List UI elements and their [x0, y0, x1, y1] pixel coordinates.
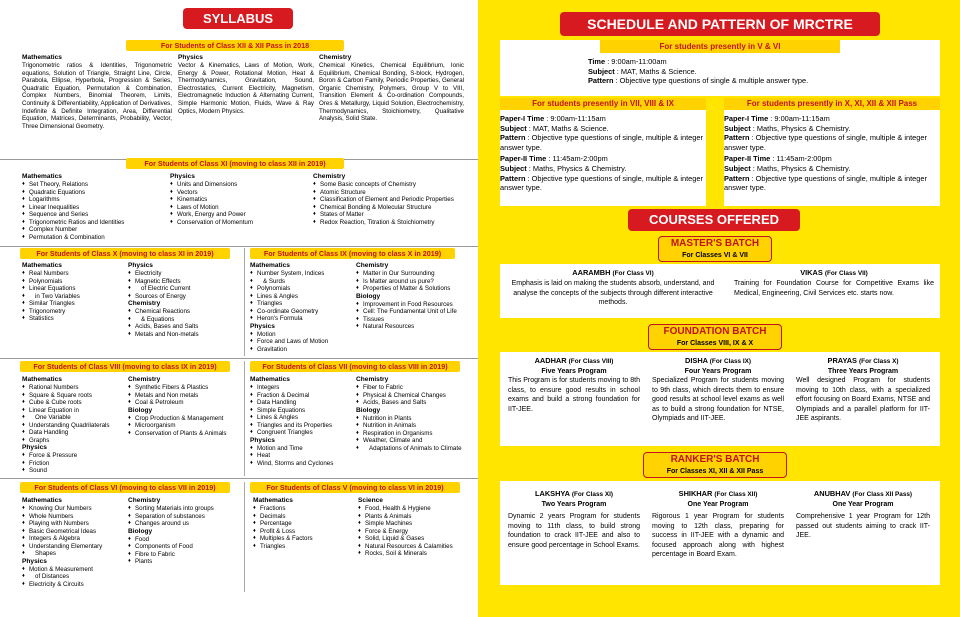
list-item: ♦ Coal & Petroleum [128, 399, 246, 407]
list-item: ♦ Some Basic concepts of Chemistry [313, 181, 473, 189]
list-item: ♦ Sorting Materials into groups [128, 505, 246, 513]
list-item: ♦ Tissues [356, 316, 476, 324]
v-sci [358, 497, 476, 558]
viii-chem-head: Chemistry [128, 376, 161, 383]
schedule-v-vi [500, 40, 940, 96]
value: : 9:00am-11:00am [607, 57, 667, 66]
xii-chem [319, 54, 464, 123]
xii-math-text: Trigonometric ratios & Identities, Trigonometric equations, Solution of Triangle, Straight Line, Circle, Parabola, Ellipse, Hyperbola, Progression & Series, Quadratic Equation, Permutation & Combination, Complex Numbers, Binomial Theorem, Limits, Continuity & Differentiability, Application of Derivatives, Indefinite & Definite Integration, Area, Differential Equation, Matrices, Determinants, Probability, Vector, Three Dimensional Geometry. [22, 62, 172, 130]
list-item: ♦ Metals and Non-metals [128, 331, 243, 339]
vi-chem-head: Chemistry [128, 497, 161, 504]
divider [0, 478, 478, 479]
vi-chem [128, 497, 246, 566]
list-item: ♦ & Surds [250, 278, 355, 286]
value: : Maths, Physics & Chemistry. [752, 123, 851, 133]
vi-bio-head: Biology [128, 527, 153, 535]
list-item: ♦ Logarithms [22, 196, 167, 204]
list-item: ♦ of Electric Current [128, 285, 243, 293]
list-item: ♦ Whole Numbers [22, 513, 127, 521]
list-item: ♦ Integers [250, 384, 355, 392]
list-item: ♦ Force & Pressure [22, 452, 127, 460]
vi-phys-head: Physics [22, 557, 47, 565]
value: : 11:45am-2:00pm [772, 154, 832, 164]
list-item: ♦ Weather, Climate and [356, 437, 476, 445]
list-item: ♦ Understanding Quadrilaterals [22, 422, 127, 430]
list-item: ♦ of Distances [22, 573, 127, 581]
course-duration: One Year Program [687, 501, 749, 508]
label: Pattern [588, 76, 614, 86]
course-class: (For Class IX) [709, 358, 751, 365]
label: Pattern [500, 133, 526, 143]
list-item: ♦ One Variable [22, 414, 127, 422]
xii-chem-head: Chemistry [319, 54, 352, 61]
xi-chem [313, 173, 473, 226]
list-item: ♦ Microorganism [128, 422, 246, 430]
list-item: ♦ Crop Production & Management [128, 415, 246, 423]
list-item: ♦ Simple Machines [358, 520, 476, 528]
list-item: ♦ Fraction & Decimal [250, 392, 355, 400]
course-prayas [796, 356, 930, 424]
list-item: ♦ Physical & Chemical Changes [356, 392, 476, 400]
list-item: ♦ Integers & Algebra [22, 535, 127, 543]
course-desc: Rigorous 1 year Program for students moving to 12th class, preparing for success in IIT-JEE with a dynamic and focused approach along with highest percentage in Board Exam. [652, 513, 784, 559]
ix-bio-head: Biology [356, 292, 381, 300]
list-item: ♦ Natural Resources [356, 323, 476, 331]
value: : 9:00am-11:15am [546, 114, 606, 123]
course-duration: One Year Program [832, 501, 894, 508]
list-item: ♦ Triangles [250, 300, 355, 308]
schedule-x-xii-bar: For students presently in X, XI, XII & XII Pass [724, 98, 940, 110]
course-name: LAKSHYA [534, 489, 570, 498]
x-phys-head: Physics [128, 262, 153, 269]
v-math [253, 497, 353, 550]
xi-phys [170, 173, 310, 226]
list-item: ♦ Acids, Bases and Salts [356, 399, 476, 407]
value: : Maths, Physics & Chemistry. [752, 163, 851, 173]
list-item: ♦ Fiber to Fabric [356, 384, 476, 392]
list-item: ♦ Nutrition in Plants [356, 415, 476, 423]
ix-math [250, 262, 355, 353]
list-item: ♦ Plants & Animals [358, 513, 476, 521]
list-item: ♦ Multiples & Factors [253, 535, 353, 543]
list-item: ♦ Kinematics [170, 196, 310, 204]
schedule-vii-ix-bar: For students presently in VII, VIII & IX [500, 98, 706, 110]
divider [244, 482, 245, 592]
course-class: (For Class VI) [612, 270, 654, 277]
list-item: ♦ Percentage [253, 520, 353, 528]
v-bar: For Students of Class V (moving to class VI in 2019) [250, 482, 460, 493]
label: Paper-I Time [724, 114, 769, 123]
masters-sub: For Classes VI & VII [682, 252, 748, 259]
course-aadhar [508, 356, 640, 414]
vi-math-head: Mathematics [22, 497, 62, 504]
ix-math-head: Mathematics [250, 262, 290, 269]
value: : Objective type questions of single, multiple & integer answer type. [500, 173, 703, 193]
course-duration: Five Years Program [541, 368, 607, 375]
list-item: ♦ Cell: The Fundamental Unit of Life [356, 308, 476, 316]
label: Pattern [500, 173, 526, 183]
course-duration: Three Years Program [827, 368, 899, 375]
course-desc: Dynamic 2 years Program for students moving to 11th class, to build strong foundation to crack IIT-JEE and also to ensure good percentage in School Exams. [508, 513, 640, 549]
rankers-title: RANKER'S BATCH [670, 454, 760, 465]
xii-phys [178, 54, 314, 115]
list-item: ♦ Data Handling [22, 429, 127, 437]
list-item: ♦ Respiration in Organisms [356, 430, 476, 438]
v-sci-head: Science [358, 497, 383, 504]
label: Subject [588, 66, 615, 76]
list-item: ♦ Chemical Bonding & Molecular Structure [313, 204, 473, 212]
list-item: ♦ Lines & Angles [250, 293, 355, 301]
x-phys [128, 262, 243, 338]
vi-math [22, 497, 127, 588]
schedule-x-xii [724, 98, 940, 206]
courses-title: COURSES OFFERED [628, 209, 800, 231]
list-item: ♦ Food, Health & Hygiene [358, 505, 476, 513]
label: Pattern [724, 133, 750, 143]
list-item: ♦ Understanding Elementary [22, 543, 127, 551]
course-disha [652, 356, 784, 424]
list-item: ♦ Laws of Motion [170, 204, 310, 212]
list-item: ♦ Electricity & Circuits [22, 581, 127, 589]
rankers-batch-head [643, 452, 787, 478]
label: Paper-I Time [500, 114, 545, 123]
value: : Objective type questions of single, multiple & integer answer type. [724, 133, 927, 152]
list-item: ♦ Motion [250, 331, 355, 339]
list-item: ♦ Properties of Matter & Solutions [356, 285, 476, 293]
list-item: ♦ Fibre to Fabric [128, 551, 246, 559]
list-item: ♦ Basic Geometrical Ideas [22, 528, 127, 536]
xii-bar: For Students of Class XII & XII Pass in 2018 [126, 40, 344, 51]
list-item: ♦ in Two Variables [22, 293, 127, 301]
course-shikhar [652, 489, 784, 560]
list-item: ♦ Polynomials [250, 285, 355, 293]
value: : 11:45am-2:00pm [548, 154, 608, 164]
masters-batch-head [658, 236, 772, 262]
list-item: ♦ Knowing Our Numbers [22, 505, 127, 513]
list-item: ♦ Rational Numbers [22, 384, 127, 392]
course-aarambh [504, 268, 722, 308]
list-item: ♦ Playing with Numbers [22, 520, 127, 528]
course-name: AADHAR [534, 356, 567, 365]
list-item: ♦ Work, Energy and Power [170, 211, 310, 219]
course-name: VIKAS [800, 268, 823, 277]
ix-chem-head: Chemistry [356, 262, 389, 269]
rankers-box [500, 481, 940, 585]
list-item: ♦ Vectors [170, 189, 310, 197]
list-item: ♦ Decimals [253, 513, 353, 521]
list-item: ♦ Improvement in Food Resources [356, 301, 476, 309]
list-item: ♦ Sound [22, 467, 127, 475]
list-item: ♦ Statistics [22, 315, 127, 323]
list-item: ♦ Sequence and Series [22, 211, 167, 219]
list-item: ♦ Motion & Measurement [22, 566, 127, 574]
list-item: ♦ Is Matter around us pure? [356, 278, 476, 286]
list-item: ♦ Force and Laws of Motion [250, 338, 355, 346]
v-math-head: Mathematics [253, 497, 293, 504]
xii-math-head: Mathematics [22, 54, 62, 61]
list-item: ♦ Force & Energy [358, 528, 476, 536]
vii-phys-head: Physics [250, 436, 275, 444]
label: Paper-II Time [724, 154, 771, 164]
list-item: ♦ Conservation of Plants & Animals [128, 430, 246, 438]
ix-chem [356, 262, 476, 331]
list-item: ♦ Motion and Time [250, 445, 355, 453]
xi-bar: For Students of Class XI (moving to class XII in 2019) [126, 158, 344, 169]
viii-phys-head: Physics [22, 444, 47, 451]
schedule-panel [478, 0, 960, 617]
vii-math-head: Mathematics [250, 376, 290, 383]
course-class: (For Class XII Pass) [852, 491, 913, 498]
vii-math [250, 376, 355, 467]
list-item: ♦ Synthetic Fibers & Plastics [128, 384, 246, 392]
list-item: ♦ Permutation & Combination [22, 234, 167, 242]
list-item: ♦ Complex Number [22, 226, 167, 234]
list-item: ♦ Graphs [22, 437, 127, 445]
list-item: ♦ & Equations [128, 316, 243, 324]
list-item: ♦ Congruent Triangles [250, 429, 355, 437]
foundation-title: FOUNDATION BATCH [663, 326, 767, 337]
course-desc: Comprehensive 1 year Program for 12th passed out students aiming to crack IIT-JEE. [796, 513, 930, 540]
xi-math [22, 173, 167, 241]
list-item: ♦ Profit & Loss [253, 528, 353, 536]
list-item: ♦ Wind, Storms and Cyclones [250, 460, 355, 468]
course-desc: Training for Foundation Course for Competitive Exams like Medical, Engineering, Civil Services etc. starts now. [734, 280, 934, 297]
vii-chem-head: Chemistry [356, 376, 389, 383]
value: : Maths, Physics & Chemistry. [528, 163, 627, 173]
label: Paper-II Time [500, 154, 547, 164]
course-duration: Four Years Program [684, 368, 752, 375]
masters-box [500, 264, 940, 318]
xi-chem-head: Chemistry [313, 173, 346, 180]
x-chem-head: Chemistry [128, 300, 161, 307]
divider [0, 358, 478, 359]
list-item: ♦ Linear Equations [22, 285, 127, 293]
list-item: ♦ Metals and Non metals [128, 392, 246, 400]
xii-phys-head: Physics [178, 54, 203, 61]
list-item: ♦ Magnetic Effects [128, 278, 243, 286]
course-desc: Specialized Program for students moving to 9th class, which directs them to ensure good results at school level exams as well as to build a strong foundation for NTSE, Olympiads and IIT-JEE. [652, 377, 784, 423]
list-item: ♦ Nutrition in Animals [356, 422, 476, 430]
list-item: ♦ States of Matter [313, 211, 473, 219]
course-class: (For Class X) [859, 358, 899, 365]
list-item: ♦ Quadratic Equations [22, 189, 167, 197]
list-item: ♦ Heat [250, 452, 355, 460]
label: Subject [500, 163, 527, 173]
vii-bio-head: Biology [356, 406, 381, 414]
list-item: ♦ Data Handling [250, 399, 355, 407]
list-item: ♦ Classification of Element and Periodic Properties [313, 196, 473, 204]
divider [244, 361, 245, 476]
course-desc: This Program is for students moving to 8th class, to ensure good results in school exams and build a strong foundation for IIT-JEE. [508, 377, 640, 413]
list-item: ♦ Plants [128, 558, 246, 566]
list-item: ♦ Lines & Angles [250, 414, 355, 422]
label: Subject [724, 163, 751, 173]
list-item: ♦ Changes around us [128, 520, 246, 528]
list-item: ♦ Components of Food [128, 543, 246, 551]
rankers-sub: For Classes XI, XII & XII Pass [666, 468, 764, 475]
syllabus-title: SYLLABUS [183, 8, 293, 29]
list-item: ♦ Triangles [253, 543, 353, 551]
vii-bar: For Students of Class VII (moving to class VIII in 2019) [250, 361, 460, 372]
list-item: ♦ Triangles and its Properties [250, 422, 355, 430]
list-item: ♦ Chemical Reactions [128, 308, 243, 316]
label: Subject [724, 123, 751, 133]
xii-phys-text: Vector & Kinematics, Laws of Motion, Work, Energy & Power, Rotational Motion, Heat & Thermodynamics, Gravitation, Sound, Electrostatics, Current Electricity, Magnetism, Electromagnetic Induction & Alternating Current, Simple Harmonic Motion, Fluids, Wave & Ray Optics, Modern Physics. [178, 62, 314, 115]
course-class: (For Class XI) [571, 491, 614, 498]
foundation-sub: For Classes VIII, IX & X [676, 340, 754, 347]
value: : 9:00am-11:15am [770, 114, 830, 123]
list-item: ♦ Cube & Cube roots [22, 399, 127, 407]
list-item: ♦ Linear Inequalities [22, 204, 167, 212]
course-desc: Emphasis is laid on making the students absorb, understand, and analyse the concepts of the subjects through different interactive methods. [511, 280, 715, 307]
list-item: ♦ Separation of substances [128, 513, 246, 521]
list-item: ♦ Square & Square roots [22, 392, 127, 400]
label: Subject [500, 123, 527, 133]
list-item: ♦ Matter in Our Surrounding [356, 270, 476, 278]
xi-phys-head: Physics [170, 173, 195, 180]
viii-math [22, 376, 127, 475]
schedule-v-vi-bar: For students presently in V & VI [600, 40, 840, 53]
viii-chem [128, 376, 246, 437]
list-item: ♦ Real Numbers [22, 270, 127, 278]
value: : Objective type questions of single & multiple answer type. [615, 76, 809, 86]
course-name: DISHA [685, 356, 708, 365]
list-item: ♦ Acids, Bases and Salts [128, 323, 243, 331]
list-item: ♦ Natural Resources & Calamities [358, 543, 476, 551]
list-item: ♦ Simple Equations [250, 407, 355, 415]
masters-title: MASTER'S BATCH [670, 238, 760, 249]
x-math-head: Mathematics [22, 262, 62, 269]
list-item: ♦ Co-ordinate Geometry [250, 308, 355, 316]
list-item: ♦ Friction [22, 460, 127, 468]
label: Pattern [724, 173, 750, 183]
x-bar: For Students of Class X (moving to class XI in 2019) [20, 248, 230, 259]
course-vikas [734, 268, 934, 298]
list-item: ♦ Units and Dimensions [170, 181, 310, 189]
course-desc: Well designed Program for students moving to 10th class, with a specialized effort focusing on Board Exams, NTSE and Olympiads and a parallel platform for IIT-JEE aspirants. [796, 377, 930, 423]
course-duration: Two Years Program [541, 501, 607, 508]
value: : MAT, Maths & Science. [528, 123, 609, 133]
divider [244, 248, 245, 356]
vii-chem [356, 376, 476, 452]
list-item: ♦ Food [128, 536, 246, 544]
list-item: ♦ Fractions [253, 505, 353, 513]
foundation-box [500, 352, 940, 446]
schedule-title: SCHEDULE AND PATTERN OF MRCTRE [560, 12, 880, 36]
list-item: ♦ Atomic Structure [313, 189, 473, 197]
course-class: (For Class VIII) [568, 358, 614, 365]
list-item: ♦ Conservation of Momentum [170, 219, 310, 227]
course-anubhav [796, 489, 930, 541]
label: Time [588, 57, 606, 66]
list-item: ♦ Linear Equation in [22, 407, 127, 415]
course-name: ANUBHAV [813, 489, 851, 498]
ix-bar: For Students of Class IX (moving to class X in 2019) [250, 248, 455, 259]
vi-bar: For Students of Class VI (moving to class VII in 2019) [20, 482, 230, 493]
foundation-batch-head [648, 324, 782, 350]
value: : MAT, Maths & Science. [616, 66, 697, 76]
list-item: ♦ Number System, Indices [250, 270, 355, 278]
list-item: ♦ Heron's Formula [250, 315, 355, 323]
list-item: ♦ Trigonometry [22, 308, 127, 316]
xii-chem-text: Chemical Kinetics, Chemical Equilibrium, Ionic Equilibrium, Chemical Bonding, S-block, Hydrogen, Boron & Carbon Family, Periodic Properties, General Organic Chemistry, Polymers, Group V to VIII, Transition Element & Co-ordination Compounds, Ores & Metallurgy, Liquid Solution, Electrochemistry, Thermodynamics, Stoichiometry, Qualitative Analysis, Solid State. [319, 62, 465, 123]
syllabus-panel [0, 0, 478, 617]
schedule-vii-ix [500, 98, 706, 206]
course-name: PRAYAS [827, 356, 857, 365]
list-item: ♦ Sources of Energy [128, 293, 243, 301]
course-name: AARAMBH [572, 268, 611, 277]
list-item: ♦ Solid, Liquid & Gases [358, 535, 476, 543]
list-item: ♦ Gravitation [250, 346, 355, 354]
viii-math-head: Mathematics [22, 376, 62, 383]
list-item: ♦ Similar Triangles [22, 300, 127, 308]
value: : Objective type questions of single, multiple & integer answer type. [724, 173, 927, 193]
x-math [22, 262, 127, 323]
course-lakshya [508, 489, 640, 550]
value: : Objective type questions of single, multiple & integer answer type. [500, 133, 703, 152]
list-item: ♦ Trigonometric Ratios and Identities [22, 219, 167, 227]
course-name: SHIKHAR [678, 489, 713, 498]
list-item: ♦ Polynomials [22, 278, 127, 286]
course-class: (For Class VII) [824, 270, 868, 277]
list-item: ♦ Electricity [128, 270, 243, 278]
viii-bar: For Students of Class VIII (moving to class IX in 2019) [20, 361, 230, 372]
list-item: ♦ Redox Reaction, Titration & Stoichiometry [313, 219, 473, 227]
list-item: ♦ Set Theory, Relations [22, 181, 167, 189]
list-item: ♦ Rocks, Soil & Minerals [358, 550, 476, 558]
ix-phys-head: Physics [250, 322, 275, 330]
xi-math-head: Mathematics [22, 173, 62, 180]
viii-bio-head: Biology [128, 406, 153, 414]
xii-math [22, 54, 172, 130]
divider [0, 246, 478, 247]
list-item: ♦ Shapes [22, 550, 127, 558]
list-item: ♦ Adaptations of Animals to Climate [356, 445, 476, 453]
course-class: (For Class XII) [714, 491, 758, 498]
